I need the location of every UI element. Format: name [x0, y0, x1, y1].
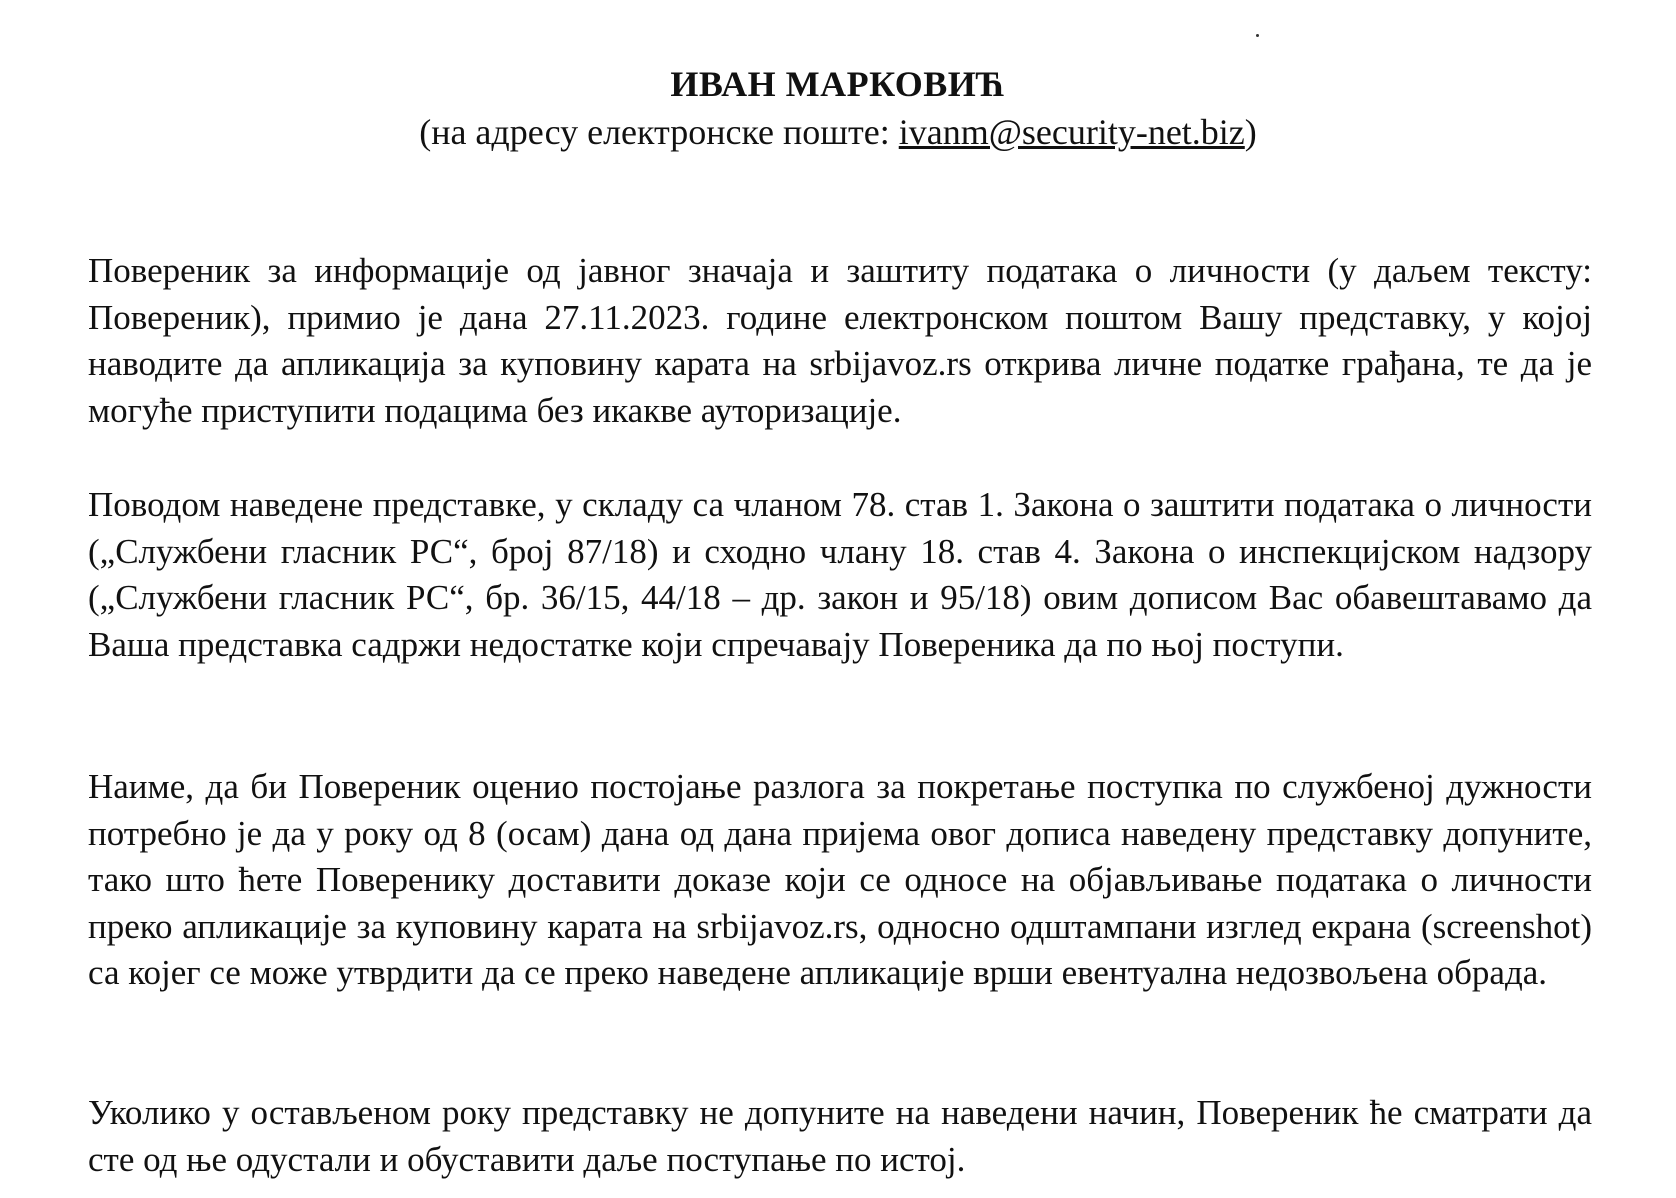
email-link[interactable]: ivanm@security-net.biz: [898, 112, 1245, 152]
paragraph-legal-basis: Поводом наведене представке, у складу са чланом 78. став 1. Закона о заштити података о личности („Службени гласник РС“, број 87/18) и сходно члану 18. став 4. Закона о инспекцијском надзору („Службени гласник РС“, бр. 36/15, 44/18 – др. закон и 95/18) овим дописом Вас обавештавамо да Ваша представка садржи недостатке који спречавају Повереника да по њој поступи.: [88, 485, 1592, 664]
scan-speck: [1256, 34, 1259, 37]
paragraph-complaint-received: Повереник за информације од јавног значаја и заштиту података о личности (у даљем тексту: Повереник), примио је дана 27.11.2023. године електронском поштом Вашу представку, у којој наводите да апликација за куповину карата на srbijavoz.rs открива личне податке грађана, те да је могуће приступити подацима без икакве ауторизације.: [88, 251, 1592, 430]
recipient-email-line: [0, 108, 1676, 156]
recipient-name: ИВАН МАРКОВИЋ: [670, 64, 1006, 104]
email-suffix: ): [1244, 112, 1257, 152]
paragraph-request-evidence: Наиме, да би Повереник оценио постојање разлога за покретање поступка по службеној дужности потребно је да у року од 8 (осам) дана од дана пријема овог дописа наведену представку допуните, тако што ћете Поверенику доставити доказе који се односе на објављивање података о личности преко апликације за куповину карата на srbijavoz.rs, односно одштампани изглед екрана (screenshot) са којег се може утврдити да се преко наведене апликације врши евентуална недозвољена обрада.: [88, 767, 1592, 992]
paragraph-consequence: Уколико у остављеном року представку не допуните на наведени начин, Повереник ће сматрати да сте од ње одустали и обуставити даље поступање по истој.: [88, 1093, 1592, 1179]
email-prefix: (на адресу електронске поште:: [419, 112, 899, 152]
recipient-header: [0, 60, 1676, 156]
